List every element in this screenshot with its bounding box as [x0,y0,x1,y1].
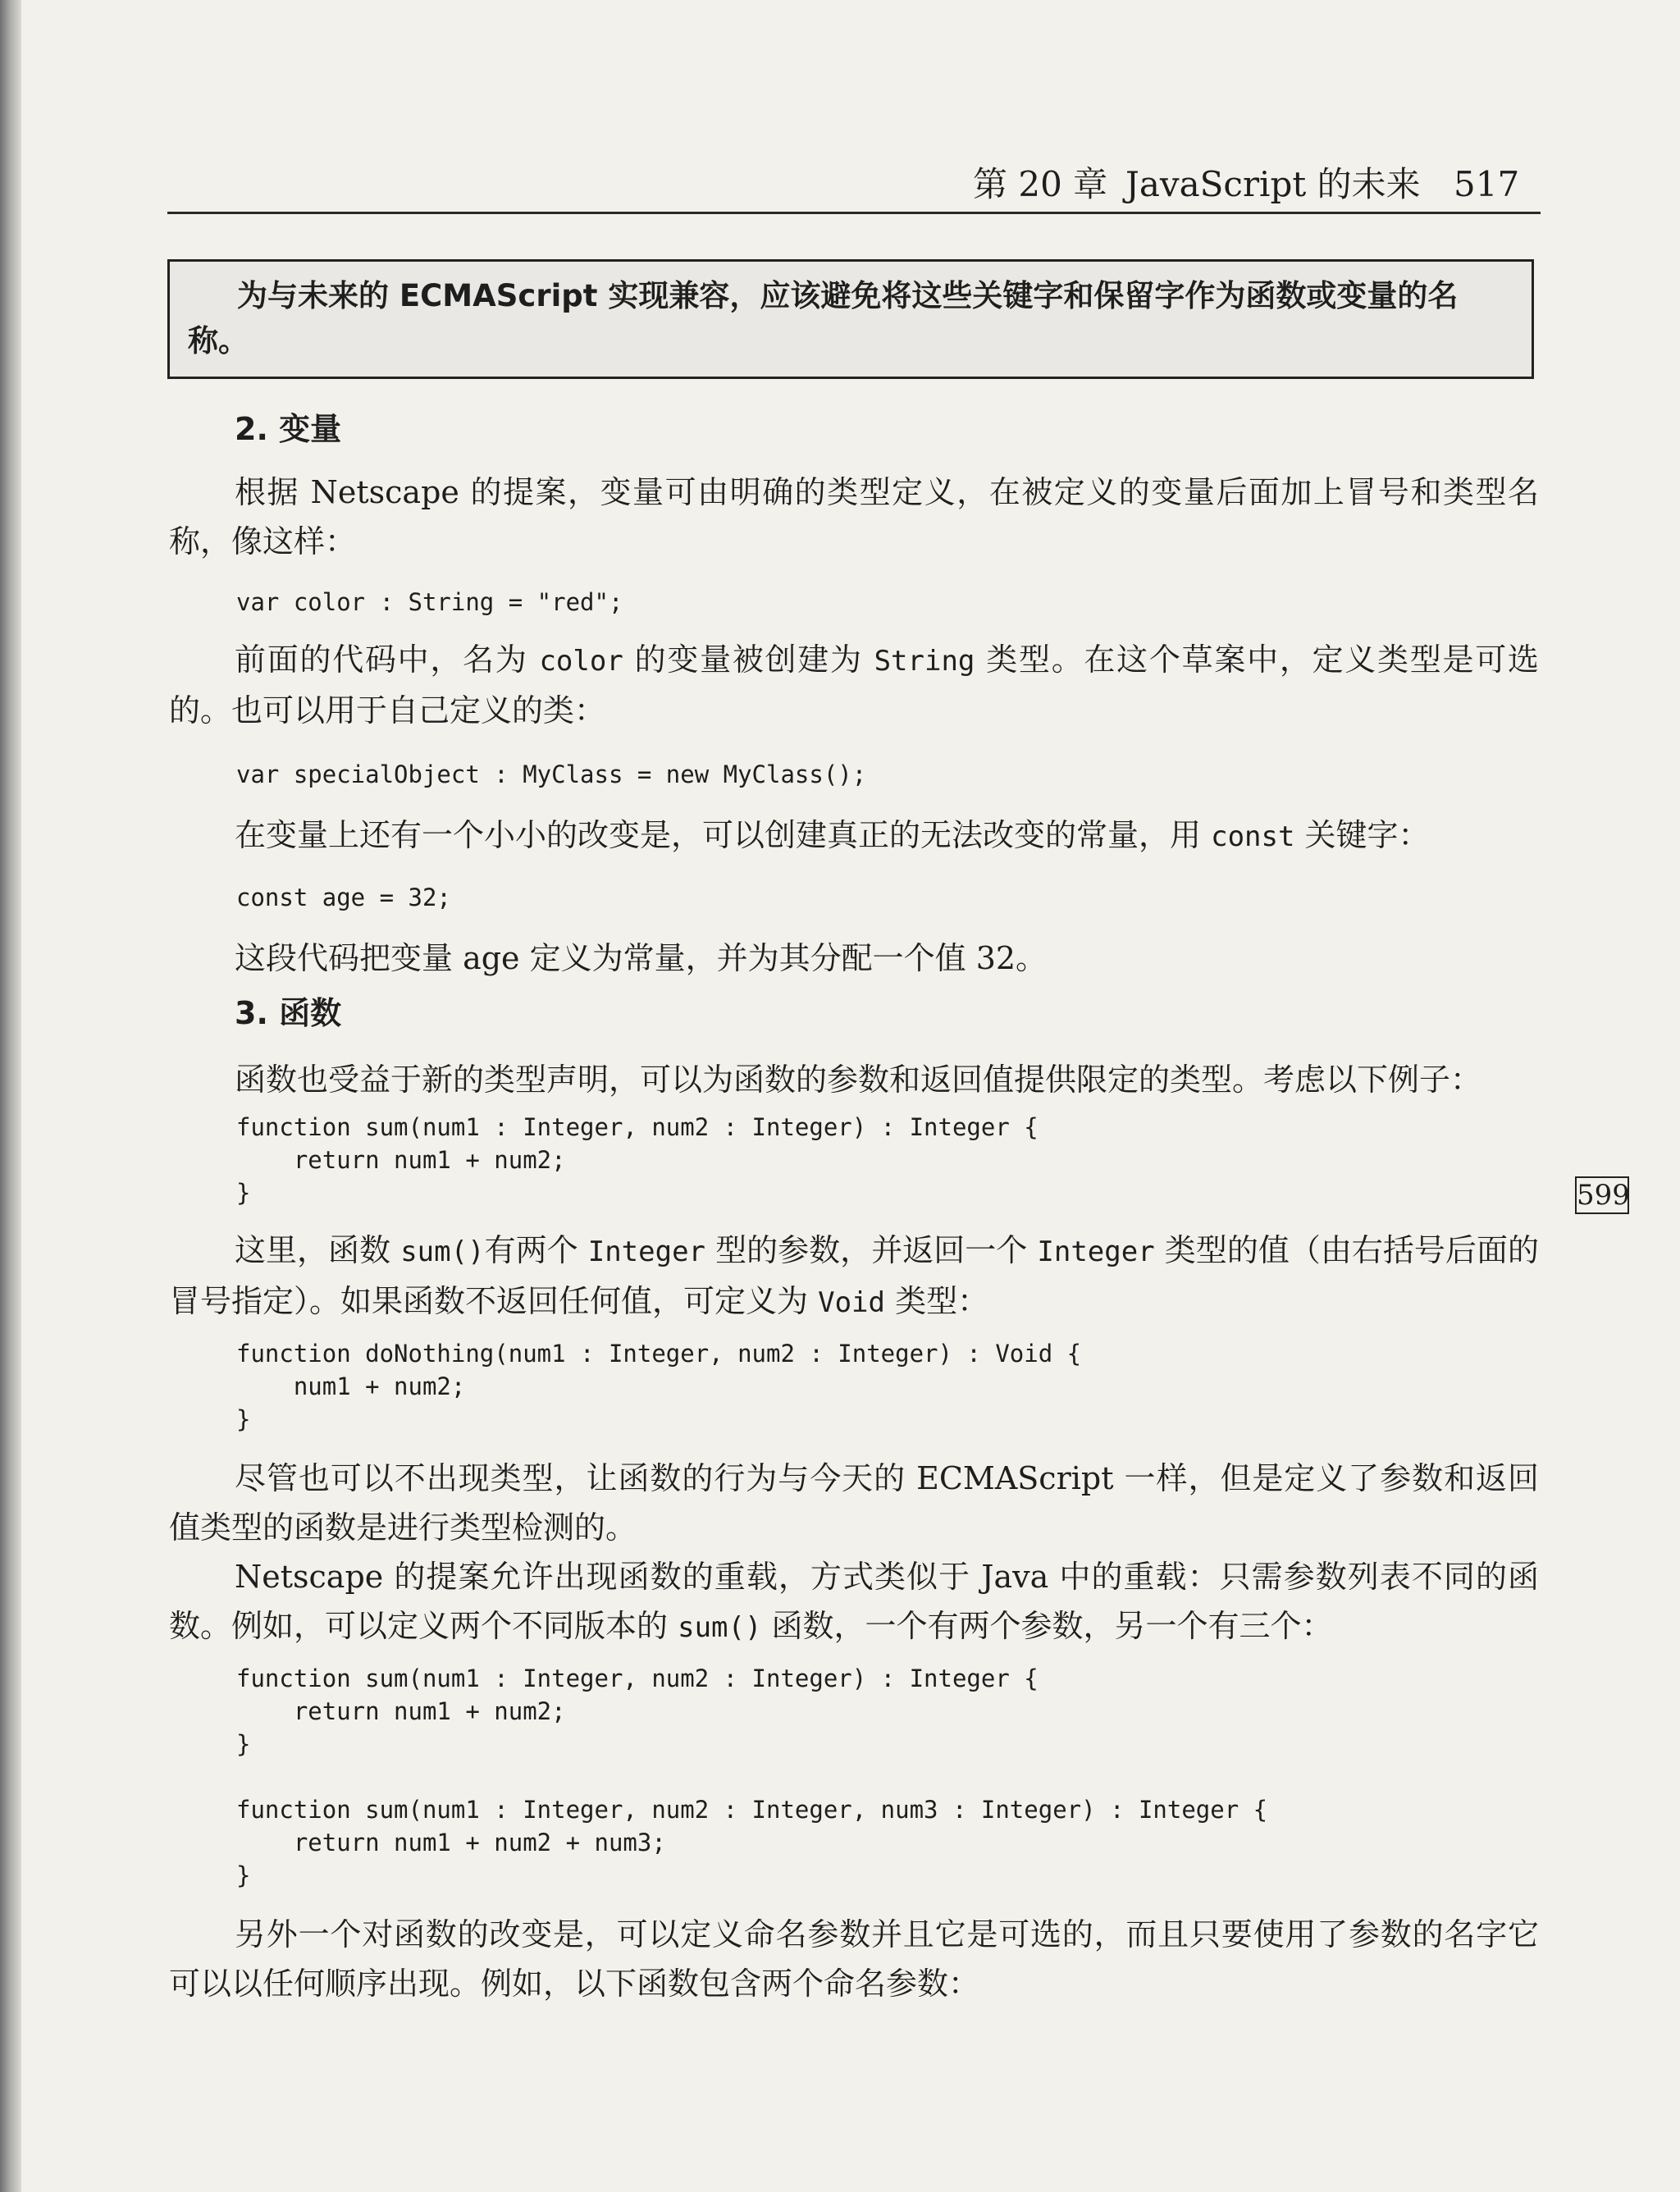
inline-code: sum() [400,1235,485,1268]
paragraph: 这段代码把变量 age 定义为常量，并为其分配一个值 32。 [235,940,1048,976]
inline-code: String [874,645,975,678]
inline-code: sum() [678,1611,762,1644]
inline-code: const [1211,820,1295,853]
text-run: 函数，一个有两个参数，另一个有三个： [761,1608,1333,1644]
note-box [167,259,1534,379]
code-block: var color : String = "red"; [236,588,623,616]
paragraph: 函数也受益于新的类型声明，可以为函数的参数和返回值提供限定的类型。考虑以下例子： [235,1062,1482,1098]
code-block: var specialObject : MyClass = new MyClass(); [236,760,867,788]
text-run: 的变量被创建为 [623,642,874,678]
page-number: 517 [1454,164,1520,204]
text-run: 型的参数，并返回一个 [705,1232,1038,1268]
paragraph [169,635,1539,735]
paragraph: 尽管也可以不出现类型，让函数的行为与今天的 ECMAScript 一样，但是定义了参数和返回值类型的函数是进行类型检测的。 [169,1460,1539,1546]
margin-page-reference: 599 [1575,1176,1629,1214]
header-rule [167,212,1541,214]
text-run: 关键字： [1294,817,1430,853]
text-run: 有两个 [484,1232,588,1268]
book-binding-shadow [0,0,21,2192]
code-block: function sum(num1 : Integer, num2 : Integer) : Integer { return num1 + num2; } [236,1113,1039,1207]
text-run: Netscape 的提案允许出现函数的重载，方式类似于 Java 中的重载：只需参数列表不同的函数。例如，可以定义两个不同版本的 [169,1559,1539,1644]
section-heading-variables: 2. 变量 [235,411,342,447]
inline-code: Void [818,1286,885,1319]
chapter-label: 第 20 章 [973,164,1108,204]
text-run: 类型的值（由右括号后面的冒号指定）。如果函数不返回任何值，可定义为 [169,1232,1539,1319]
code-block: const age = 32; [236,884,451,911]
text-run: 前面的代码中，名为 [235,642,540,678]
inline-code: color [539,645,623,678]
code-block: function doNothing(num1 : Integer, num2 : Integer) : Void { num1 + num2; } [236,1340,1082,1433]
paragraph: 根据 Netscape 的提案，变量可由明确的类型定义，在被定义的变量后面加上冒号和类型名称，像这样： [169,474,1539,559]
text-run: 类型： [884,1283,989,1319]
section-heading-functions: 3. 函数 [235,995,342,1031]
text-run: 在变量上还有一个小小的改变是，可以创建真正的无法改变的常量，用 [235,817,1212,853]
code-block: function sum(num1 : Integer, num2 : Integer) : Integer { return num1 + num2; } function sum(num1 : Integer, num2 : Integer, num3 : Integer) : Integer { return num1 + num2 + num3; } [236,1665,1268,1889]
paragraph [169,1552,1539,1652]
chapter-title: JavaScript 的未来 [1125,164,1421,204]
paragraph [235,811,1605,861]
text-run: 这里，函数 [235,1232,401,1268]
paragraph: 另外一个对函数的改变是，可以定义命名参数并且它是可选的，而且只要使用了参数的名字它可以以任何顺序出现。例如，以下函数包含两个命名参数： [169,1916,1539,2002]
note-text: 为与未来的 ECMAScript 实现兼容，应该避免将这些关键字和保留字作为函数或变量的名称。 [188,278,1459,358]
inline-code: Integer [1037,1235,1155,1268]
inline-code: Integer [587,1235,706,1268]
paragraph [169,1226,1539,1327]
text-run: 类型。在这个草案中，定义类型是可选的。也可以用于自己定义的类： [169,642,1539,728]
